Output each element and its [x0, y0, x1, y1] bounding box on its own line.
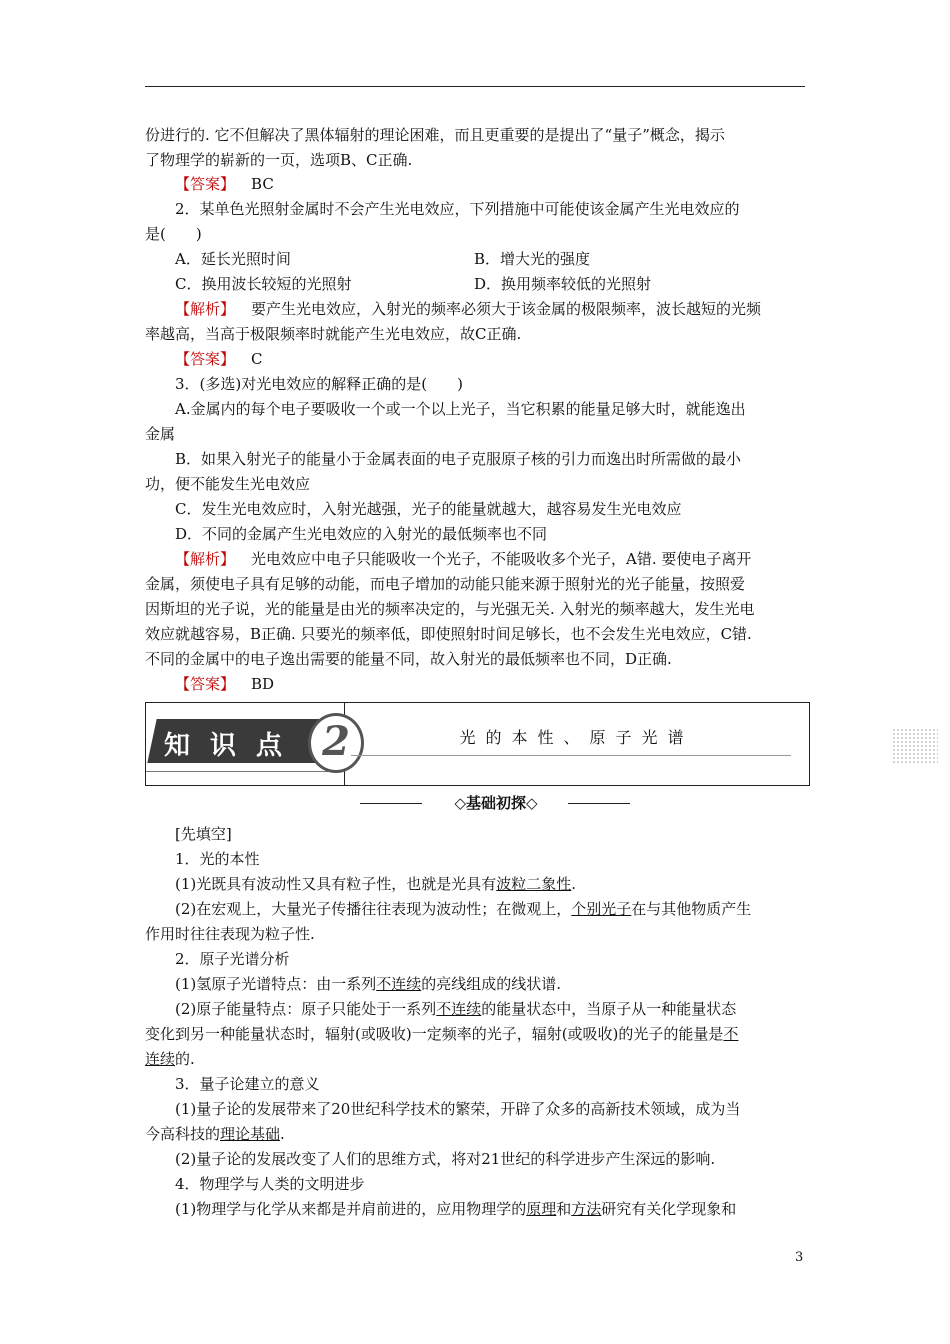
analysis-tag: 【解析】	[175, 300, 236, 318]
subheading-text: ◇基础初探◇	[454, 794, 538, 812]
text-line: (1)氢原子光谱特点：由一系列不连续的亮线组成的线状谱.	[175, 975, 562, 993]
option-b: B．增大光的强度	[474, 250, 591, 268]
blank-answer: 连续	[145, 1050, 176, 1068]
header-rule	[145, 86, 805, 87]
option-a-cont: 金属	[145, 425, 176, 443]
blank-answer: 原理	[526, 1200, 557, 1218]
text-line: (2)原子能量特点：原子只能处于一系列不连续的能量状态中，当原子从一种能量状态	[175, 1000, 737, 1018]
subheading-rule-left	[360, 803, 422, 804]
section-banner	[145, 702, 810, 786]
analysis-line: 效应就越容易，B正确. 只要光的频率低，即使照射时间足够长，也不会发生光电效应，C错.	[145, 625, 752, 643]
banner-title-rule	[351, 755, 791, 756]
text-line: 份进行的. 它不但解决了黑体辐射的理论困难，而且更重要的是提出了“量子”概念，揭示	[145, 126, 725, 144]
blank-answer: 不	[723, 1025, 739, 1043]
text-line: (1)光既具有波动性又具有粒子性，也就是光具有波粒二象性.	[175, 875, 577, 893]
text-line: (2)在宏观上，大量光子传播往往表现为波动性；在微观上，个别光子在与其他物质产生	[175, 900, 752, 918]
text-line: 了物理学的崭新的一页，选项B、C正确.	[145, 151, 413, 169]
analysis-line: 率越高，当高于极限频率时就能产生光电效应，故C正确.	[145, 325, 522, 343]
analysis-text: 要产生光电效应，入射光的频率必须大于该金属的极限频率，波长越短的光频	[251, 300, 762, 318]
text-line: (1)物理学与化学从来都是并肩前进的，应用物理学的原理和方法研究有关化学现象和	[175, 1200, 737, 1218]
answer-tag: 【答案】	[175, 350, 236, 368]
option-b: B．如果入射光子的能量小于金属表面的电子克服原子核的引力而逸出时所需做的最小	[175, 450, 742, 468]
fill-label: [先填空]	[175, 825, 232, 843]
text-line: 变化到另一种能量状态时，辐射(或吸收)一定频率的光子，辐射(或吸收)的光子的能量是不	[145, 1025, 739, 1043]
option-a: A．延长光照时间	[175, 250, 291, 268]
analysis-line	[175, 548, 810, 570]
text-line: (2)量子论的发展改变了人们的思维方式，将对21世纪的科学进步产生深远的影响.	[175, 1150, 716, 1168]
option-c: C．换用波长较短的光照射	[175, 275, 352, 293]
blank-answer: 理论基础	[220, 1125, 281, 1143]
blank-answer: 不连续	[436, 1000, 482, 1018]
blank-answer: 个别光子	[571, 900, 632, 918]
answer-line	[175, 673, 810, 695]
answer-tag: 【答案】	[175, 175, 236, 193]
question-stem: 3．(多选)对光电效应的解释正确的是( )	[175, 375, 463, 393]
analysis-tag: 【解析】	[175, 550, 236, 568]
option-a: A.金属内的每个电子要吸收一个或一个以上光子，当它积累的能量足够大时，就能逸出	[175, 400, 746, 418]
question-stem: 是( )	[145, 225, 202, 243]
answer-line	[175, 173, 810, 195]
subheading	[360, 792, 630, 814]
section-heading: 1．光的本性	[175, 850, 260, 868]
banner-underline	[146, 771, 344, 772]
page-number: 3	[795, 1250, 804, 1265]
option-d: D．换用频率较低的光照射	[474, 275, 652, 293]
section-heading: 3．量子论建立的意义	[175, 1075, 320, 1093]
answer-value: C	[251, 350, 263, 368]
option-d: D．不同的金属产生光电效应的入射光的最低频率也不同	[175, 525, 548, 543]
question-stem: 2．某单色光照射金属时不会产生光电效应，下列措施中可能使该金属产生光电效应的	[175, 200, 740, 218]
banner-title: 光的本性、原子光谱	[459, 728, 694, 747]
analysis-line: 金属，须使电子具有足够的动能，而电子增加的动能只能来源于照射光的光子能量，按照爱	[145, 575, 746, 593]
subheading-rule-right	[568, 803, 630, 804]
answer-tag: 【答案】	[175, 675, 236, 693]
section-heading: 4．物理学与人类的文明进步	[175, 1175, 365, 1193]
option-b-cont: 功，便不能发生光电效应	[145, 475, 311, 493]
blank-answer: 波粒二象性	[496, 875, 572, 893]
answer-value: BD	[251, 675, 275, 693]
option-c: C．发生光电效应时，入射光越强，光子的能量就越大，越容易发生光电效应	[175, 500, 682, 518]
banner-label: 知识点	[164, 731, 303, 761]
decorative-dots	[892, 728, 938, 764]
analysis-line: 因斯坦的光子说，光的能量是由光的频率决定的，与光强无关. 入射光的频率越大，发生光电	[145, 600, 755, 618]
analysis-text: 光电效应中电子只能吸收一个光子，不能吸收多个光子，A错. 要使电子离开	[251, 550, 752, 568]
text-line: 连续的.	[145, 1050, 195, 1068]
text-line: 作用时往往表现为粒子性.	[145, 925, 315, 943]
analysis-line: 不同的金属中的电子逸出需要的能量不同，故入射光的最低频率也不同，D正确.	[145, 650, 672, 668]
section-heading: 2．原子光谱分析	[175, 950, 290, 968]
answer-line	[175, 348, 810, 370]
blank-answer: 方法	[571, 1200, 602, 1218]
answer-value: BC	[251, 175, 274, 193]
banner-number: 2	[308, 713, 364, 773]
text-line: 今高科技的理论基础.	[145, 1125, 285, 1143]
analysis-line	[175, 298, 810, 320]
blank-answer: 不连续	[376, 975, 422, 993]
text-line: (1)量子论的发展带来了20世纪科学技术的繁荣，开辟了众多的高新技术领域，成为当	[175, 1100, 741, 1118]
